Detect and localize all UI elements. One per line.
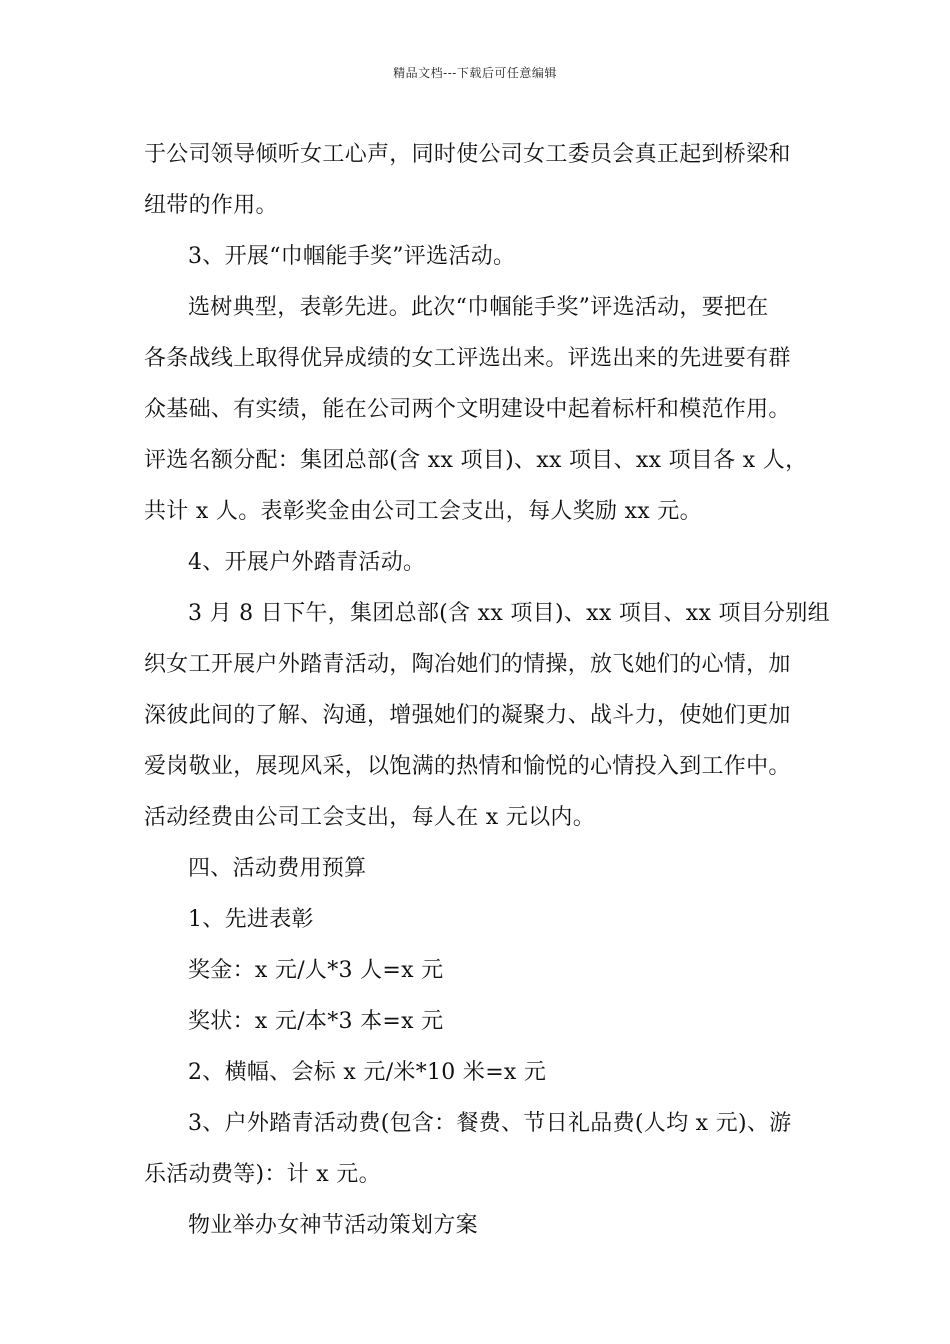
text-line: 乐活动费等)：计 x 元。 — [144, 1162, 381, 1187]
section-heading: 3、开展“巾帼能手奖”评选活动。 — [188, 244, 516, 269]
text-line: 3 月 8 日下午，集团总部(含 xx 项目)、xx 项目、xx 项目分别组 — [188, 601, 830, 626]
document-body — [144, 129, 830, 1251]
section-heading: 1、先进表彰 — [188, 907, 314, 932]
budget-item: 2、横幅、会标 x 元/米*10 米=x 元 — [188, 1060, 547, 1085]
section-heading: 四、活动费用预算 — [188, 856, 367, 881]
text-line: 爱岗敬业，展现风采，以饱满的热情和愉悦的心情投入到工作中。 — [144, 754, 791, 779]
text-line: 深彼此间的了解、沟通，增强她们的凝聚力、战斗力，使她们更加 — [144, 703, 791, 728]
page-header: 精品文档---下载后可任意编辑 — [393, 66, 557, 80]
document-title: 物业举办女神节活动策划方案 — [188, 1213, 478, 1238]
text-line: 于公司领导倾听女工心声，同时使公司女工委员会真正起到桥梁和 — [144, 142, 791, 167]
section-heading: 4、开展户外踏青活动。 — [188, 550, 426, 575]
budget-item: 奖状：x 元/本*3 本=x 元 — [188, 1009, 444, 1034]
budget-item: 3、户外踏青活动费(包含：餐费、节日礼品费(人均 x 元)、游 — [188, 1111, 792, 1136]
text-line: 共计 x 人。表彰奖金由公司工会支出，每人奖励 xx 元。 — [144, 499, 702, 524]
text-line: 活动经费由公司工会支出，每人在 x 元以内。 — [144, 805, 595, 830]
text-line: 织女工开展户外踏青活动，陶冶她们的情操，放飞她们的心情，加 — [144, 652, 791, 677]
text-line: 纽带的作用。 — [144, 193, 278, 218]
text-line: 评选名额分配：集团总部(含 xx 项目)、xx 项目、xx 项目各 x 人， — [144, 448, 808, 473]
text-line: 各条战线上取得优异成绩的女工评选出来。评选出来的先进要有群 — [144, 346, 791, 371]
budget-item: 奖金：x 元/人*3 人=x 元 — [188, 958, 444, 983]
text-line: 选树典型，表彰先进。此次“巾帼能手奖”评选活动，要把在 — [188, 295, 769, 320]
text-line: 众基础、有实绩，能在公司两个文明建设中起着标杆和模范作用。 — [144, 397, 791, 422]
